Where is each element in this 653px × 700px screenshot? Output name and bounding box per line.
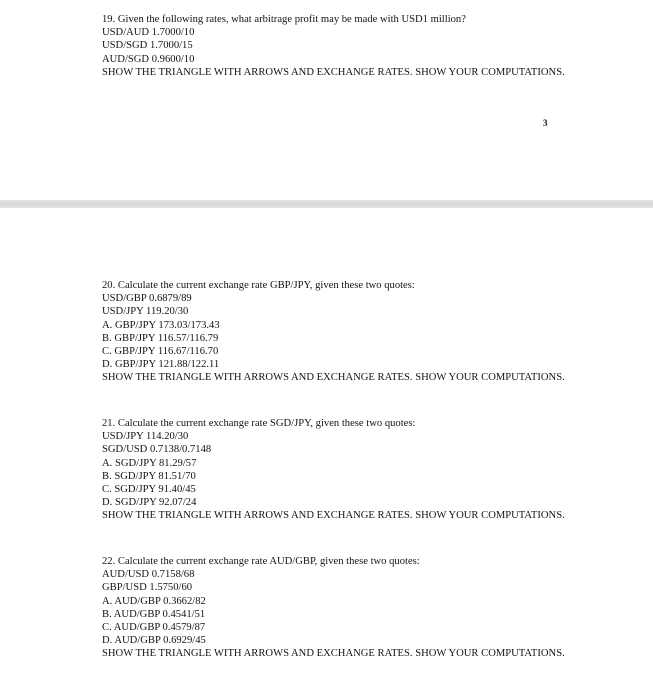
question-21	[102, 417, 572, 523]
quote-line: AUD/USD 0.7158/68	[102, 569, 195, 581]
document-page-1	[0, 0, 653, 200]
quote-line: SGD/USD 0.7138/0.7148	[102, 444, 212, 456]
question-instruction: SHOW THE TRIANGLE WITH ARROWS AND EXCHANGE RATES. SHOW YOUR COMPUTATIONS.	[102, 510, 565, 522]
option-d: D. SGD/JPY 92.07/24	[102, 497, 197, 509]
question-20	[102, 279, 572, 385]
question-19	[102, 13, 572, 79]
quote-line: GBP/USD 1.5750/60	[102, 582, 193, 594]
question-prompt: 19. Given the following rates, what arbitrage profit may be made with USD1 million?	[102, 14, 466, 25]
option-b: B. GBP/JPY 116.57/116.79	[102, 332, 219, 344]
question-prompt: 20. Calculate the current exchange rate GBP/JPY, given these two quotes:	[102, 280, 415, 291]
rate-line: USD/AUD 1.7000/10	[102, 27, 195, 39]
page-number: 3	[543, 118, 548, 128]
quote-line: USD/GBP 0.6879/89	[102, 293, 192, 305]
quote-line: USD/JPY 119.20/30	[102, 306, 189, 318]
option-b: B. SGD/JPY 81.51/70	[102, 470, 196, 482]
question-instruction: SHOW THE TRIANGLE WITH ARROWS AND EXCHANGE RATES. SHOW YOUR COMPUTATIONS.	[102, 372, 565, 384]
option-c: C. AUD/GBP 0.4579/87	[102, 622, 206, 634]
question-prompt: 22. Calculate the current exchange rate AUD/GBP, given these two quotes:	[102, 556, 420, 567]
option-a: A. AUD/GBP 0.3662/82	[102, 595, 206, 607]
quote-line: USD/JPY 114.20/30	[102, 431, 189, 443]
option-a: A. SGD/JPY 81.29/57	[102, 457, 197, 469]
option-b: B. AUD/GBP 0.4541/51	[102, 608, 206, 620]
document-page-2	[0, 208, 653, 700]
question-22	[102, 555, 572, 661]
option-c: C. SGD/JPY 91.40/45	[102, 484, 196, 496]
option-c: C. GBP/JPY 116.67/116.70	[102, 346, 219, 358]
rate-line: USD/SGD 1.7000/15	[102, 40, 193, 52]
question-prompt: 21. Calculate the current exchange rate SGD/JPY, given these two quotes:	[102, 418, 416, 429]
option-d: D. GBP/JPY 121.88/122.11	[102, 359, 220, 371]
option-a: A. GBP/JPY 173.03/173.43	[102, 319, 220, 331]
question-instruction: SHOW THE TRIANGLE WITH ARROWS AND EXCHANGE RATES. SHOW YOUR COMPUTATIONS.	[102, 648, 565, 660]
rate-line: AUD/SGD 0.9600/10	[102, 53, 195, 65]
page-separator	[0, 200, 653, 208]
question-instruction: SHOW THE TRIANGLE WITH ARROWS AND EXCHANGE RATES. SHOW YOUR COMPUTATIONS.	[102, 66, 565, 78]
option-d: D. AUD/GBP 0.6929/45	[102, 635, 206, 647]
